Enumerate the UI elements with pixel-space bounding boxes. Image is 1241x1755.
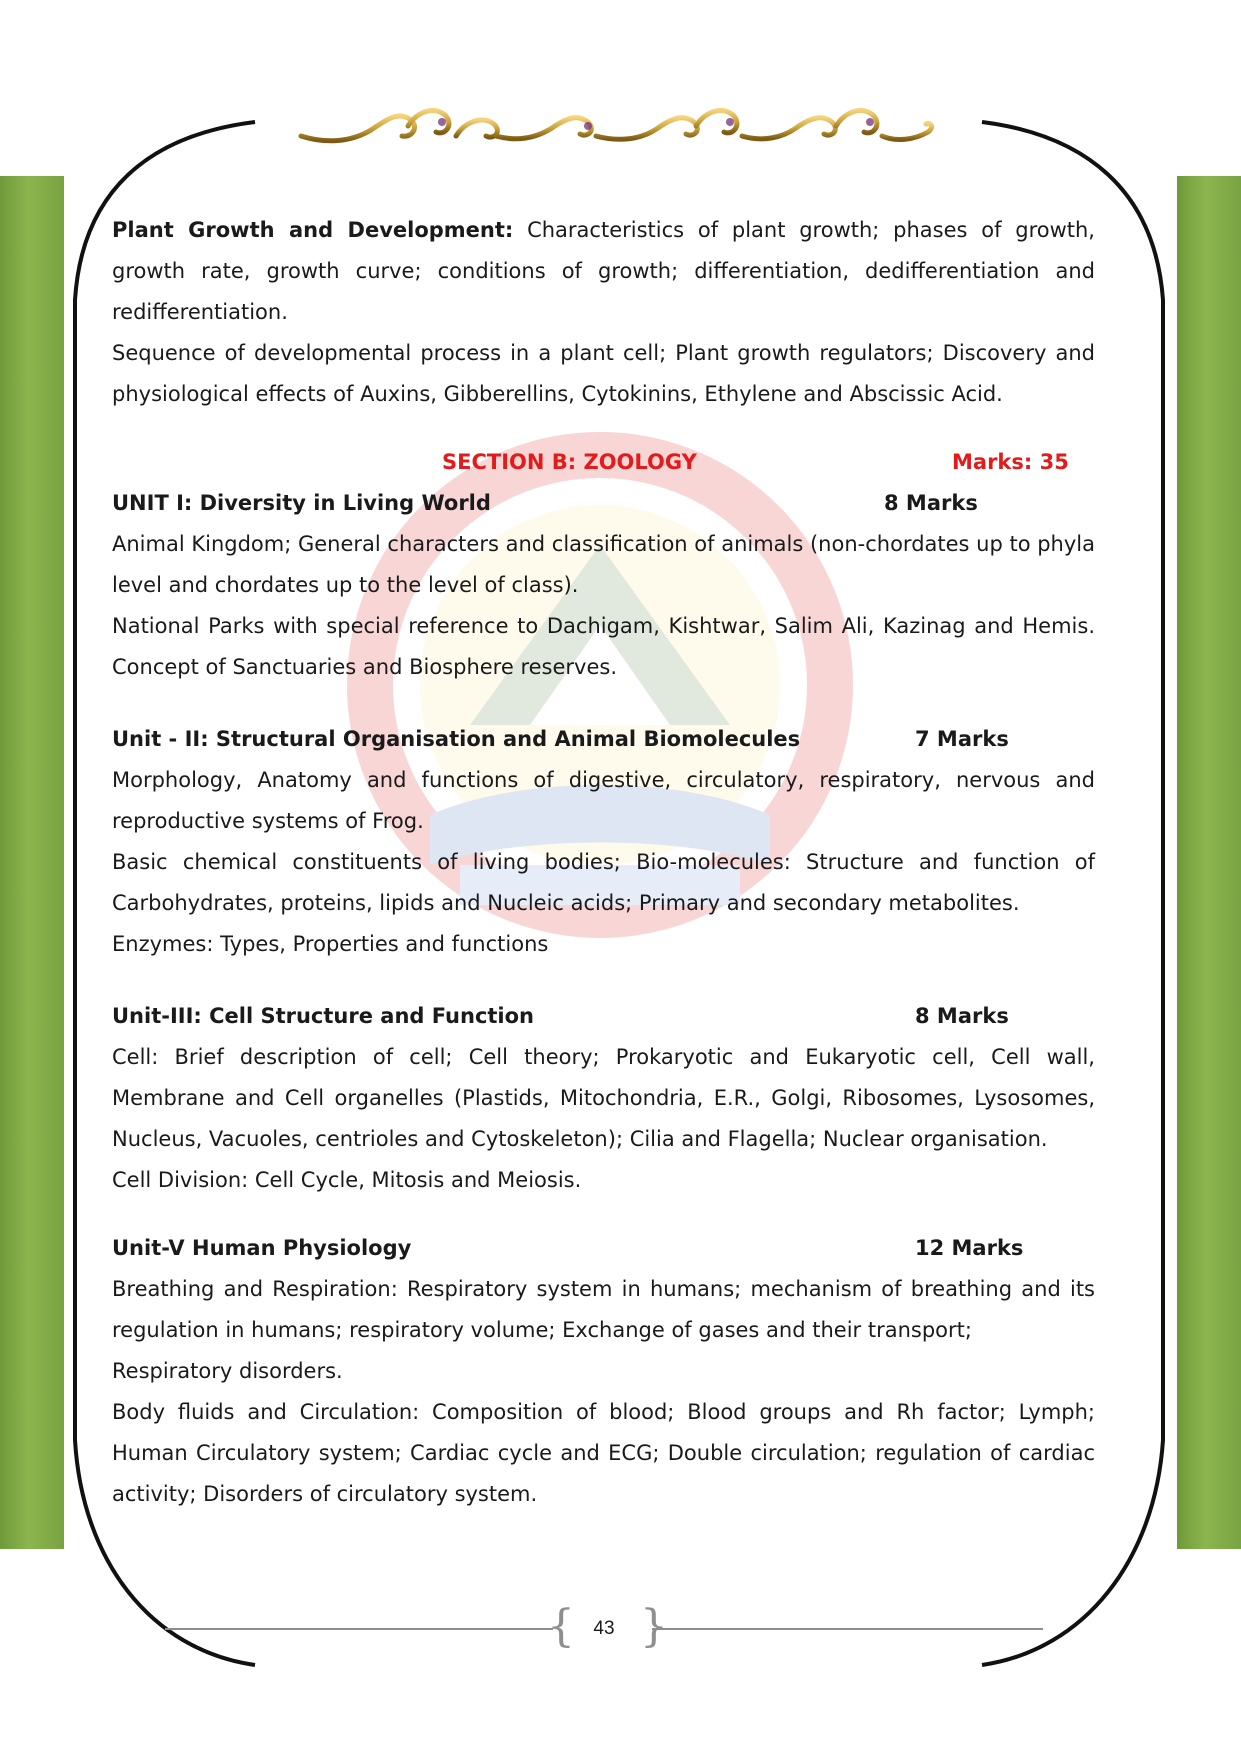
gold-ornament-icon bbox=[296, 100, 936, 150]
unit-2-paragraph-1: Morphology, Anatomy and functions of digestive, circulatory, respiratory, nervous and reproductive systems of Frog. bbox=[112, 768, 1095, 833]
unit-3-paragraph-2: Cell Division: Cell Cycle, Mitosis and Meiosis. bbox=[112, 1168, 582, 1192]
unit-3-heading bbox=[112, 996, 1095, 1037]
unit-5-paragraph-1-line-1: Breathing and Respiration: Respiratory system in humans; mechanism of breathing and its bbox=[112, 1277, 1095, 1301]
plant-growth-heading: Plant Growth and Development: bbox=[112, 218, 514, 242]
plant-growth-paragraph-2: Sequence of developmental process in a plant cell; Plant growth regulators; Discovery and physiological effects of Auxins, Gibberellins, Cytokinins, Ethylene and Abscissic Acid. bbox=[112, 341, 1095, 406]
unit-5-paragraph-1-line-3: Respiratory disorders. bbox=[112, 1359, 343, 1383]
plant-growth-text: Characteristics of plant growth; phases of growth, growth rate, growth curve; conditions of growth; differentiation, dedifferentiation and redifferentiation. bbox=[112, 218, 1095, 324]
footer-rule-right bbox=[652, 1628, 1043, 1630]
section-b-marks: Marks: 35 bbox=[952, 450, 1069, 474]
plant-growth-paragraph bbox=[112, 210, 1095, 333]
unit-1-title: UNIT I: Diversity in Living World bbox=[112, 491, 491, 515]
unit-1-heading bbox=[112, 483, 1095, 524]
unit-5-paragraph-1-line-2: regulation in humans; respiratory volume; Exchange of gases and their transport; bbox=[112, 1318, 972, 1342]
unit-5-marks: 12 Marks bbox=[915, 1236, 1024, 1260]
unit-2-marks: 7 Marks bbox=[915, 727, 1009, 751]
unit-5-paragraph-2: Body fluids and Circulation: Composition of blood; Blood groups and Rh factor; Lymph; Human Circulatory system; Cardiac cycle and ECG; Double circulation; regulation of cardiac activity; Disorders of circulatory system. bbox=[112, 1400, 1095, 1506]
footer-rule-left bbox=[165, 1628, 553, 1630]
unit-5-title: Unit-V Human Physiology bbox=[112, 1236, 412, 1260]
unit-2-paragraph-3: Enzymes: Types, Properties and functions bbox=[112, 932, 549, 956]
unit-1-marks: 8 Marks bbox=[884, 491, 978, 515]
unit-2-paragraph-2: Basic chemical constituents of living bodies; Bio-molecules: Structure and function of Carbohydrates, proteins, lipids and Nucleic acids; Primary and secondary metabolites. bbox=[112, 850, 1095, 915]
section-b-title: SECTION B: ZOOLOGY bbox=[442, 450, 697, 474]
unit-2-heading bbox=[112, 719, 1095, 760]
unit-1-paragraph-2: National Parks with special reference to Dachigam, Kishtwar, Salim Ali, Kazinag and Hemis. Concept of Sanctuaries and Biosphere reserves. bbox=[112, 614, 1095, 679]
unit-3-marks: 8 Marks bbox=[915, 1004, 1009, 1028]
unit-2-title: Unit - II: Structural Organisation and Animal Biomolecules bbox=[112, 727, 801, 751]
unit-1-paragraph-1: Animal Kingdom; General characters and classification of animals (non-chordates up to phyla level and chordates up to the level of class). bbox=[112, 532, 1096, 597]
unit-3-paragraph-1: Cell: Brief description of cell; Cell theory; Prokaryotic and Eukaryotic cell, Cell wall, Membrane and Cell organelles (Plastids, Mitochondria, E.R., Golgi, Ribosomes, Lysosomes, Nucleus, Vacuoles, centrioles and Cytoskeleton); Cilia and Flagella; Nuclear organisation. bbox=[112, 1045, 1095, 1151]
syllabus-content bbox=[112, 210, 1095, 1515]
unit-5-heading bbox=[112, 1228, 1095, 1269]
page-number: 43 bbox=[593, 1618, 615, 1639]
section-b-heading bbox=[112, 442, 1095, 483]
footer-brace-left: { bbox=[547, 1601, 575, 1652]
footer-brace-right: } bbox=[640, 1601, 668, 1652]
unit-3-title: Unit-III: Cell Structure and Function bbox=[112, 1004, 535, 1028]
